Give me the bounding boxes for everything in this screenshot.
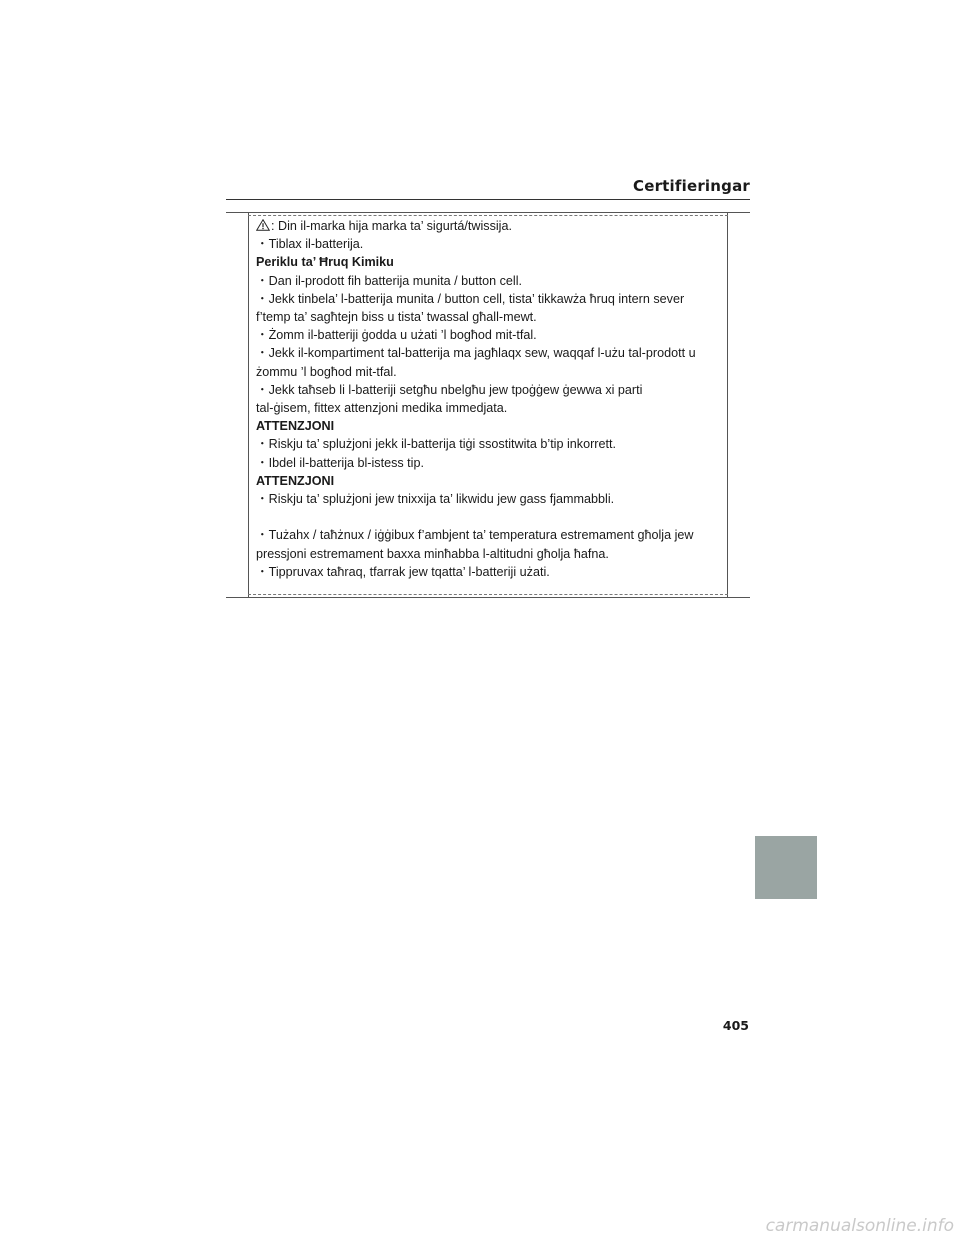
text-line-content: ATTENZJONI <box>256 419 335 434</box>
text-line-content: f’temp ta’ sagħtejn biss u tista’ twassal għall-mewt. <box>256 310 537 325</box>
title-rule <box>226 199 750 200</box>
text-line-content: ・Tippruvax taħraq, tfarrak jew tqatta’ l-batteriji użati. <box>256 564 550 579</box>
box-right-inner-border <box>727 213 728 597</box>
text-line <box>256 290 706 308</box>
text-line-content: ・Riskju ta’ splużjoni jew tnixxija ta’ likwidu jew gass fjammabbli. <box>256 492 615 507</box>
text-line <box>256 344 706 362</box>
blank-line <box>256 508 706 526</box>
text-line <box>256 308 706 326</box>
text-line <box>256 526 706 544</box>
text-line <box>256 381 706 399</box>
text-line-content: Periklu ta’ Ħruq Kimiku <box>256 255 394 270</box>
text-line-content: ・Dan il-prodott fih batterija munita / button cell. <box>256 273 522 288</box>
watermark: carmanualsonline.info <box>765 1216 954 1236</box>
text-line <box>256 235 706 253</box>
text-line <box>256 363 706 381</box>
text-line <box>256 253 706 271</box>
text-line-content: ・Tużahx / taħżnux / iġġibux f’ambjent ta’ temperatura estremament għolja jew <box>256 528 694 543</box>
text-line-content: pressjoni estremament baxxa minħabba l-altitudni għolja ħafna. <box>256 546 609 561</box>
text-line-content: ・Riskju ta’ splużjoni jekk il-batterija tiġi ssostitwita b’tip inkorrett. <box>256 437 616 452</box>
text-line-content: żommu ’l bogħod mit-tfal. <box>256 364 397 379</box>
text-line <box>256 472 706 490</box>
warning-box <box>226 212 750 598</box>
text-line <box>256 272 706 290</box>
box-inner-top-dashes <box>248 215 728 216</box>
text-line <box>256 545 706 563</box>
text-line <box>256 399 706 417</box>
text-line <box>256 217 706 235</box>
warning-triangle-icon <box>256 219 270 231</box>
text-line <box>256 490 706 508</box>
section-title: Certifieringar <box>632 177 750 195</box>
text-line <box>256 454 706 472</box>
box-inner-bottom-dashes <box>248 594 728 595</box>
text-line-content: ・Jekk tinbela’ l-batterija munita / button cell, tista’ tikkawża ħruq intern sever <box>256 291 685 306</box>
text-line <box>256 563 706 581</box>
text-line-content: ・Jekk taħseb li l-batteriji setgħu nbelgħu jew tpoġġew ġewwa xi parti <box>256 382 643 397</box>
box-left-inner-border <box>248 213 249 597</box>
text-line-content: ・Żomm il-batteriji ġodda u użati ’l bogħod mit-tfal. <box>256 328 537 343</box>
text-line <box>256 326 706 344</box>
text-line-content: ・Ibdel il-batterija bl-istess tip. <box>256 455 424 470</box>
page-number: 405 <box>722 1018 749 1033</box>
text-line-content: ATTENZJONI <box>256 473 335 488</box>
warning-text <box>256 217 706 581</box>
chapter-tab <box>755 836 817 899</box>
text-line <box>256 417 706 435</box>
text-line-content: ・Tiblax il-batterija. <box>256 237 364 252</box>
text-line-content: : Din il-marka hija marka ta’ sigurtá/twissija. <box>271 219 512 233</box>
text-line <box>256 435 706 453</box>
text-line-content: ・Jekk il-kompartiment tal-batterija ma jagħlaqx sew, waqqaf l-użu tal-prodott u <box>256 346 696 361</box>
text-line-content: tal-ġisem, fittex attenzjoni medika immedjata. <box>256 401 508 416</box>
